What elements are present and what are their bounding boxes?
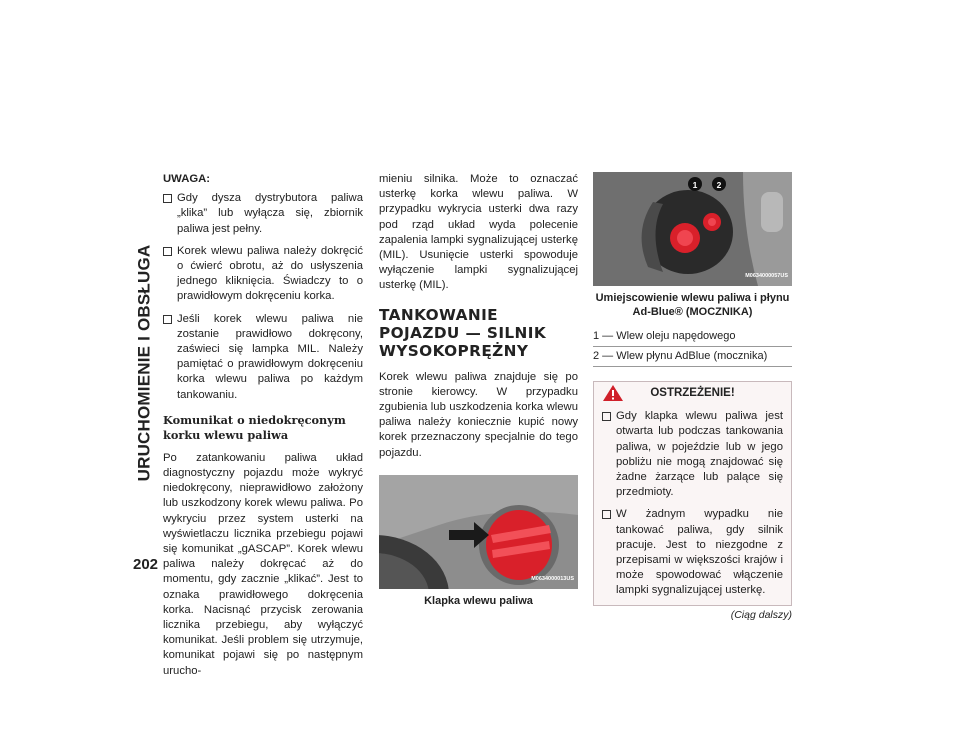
note-title: UWAGA:: [163, 173, 211, 185]
diesel-paragraph: Korek wlewu paliwa znajduje się po stronie kierowcy. W przypadku zgubienia lub uszkodzenia korka wlewu paliwa należy koniecznie kupić nowy korek przeznaczony specjalnie do tego pojazdu.: [379, 370, 578, 459]
section-heading-diesel: TANKOWANIE POJAZDU — SILNIK WYSOKOPRĘŻNY: [379, 305, 547, 360]
figure-legend: [593, 327, 792, 367]
warning-item: W żadnym wypadku nie tankować paliwa, gdy silnik pracuje. Jest to niezgodne z przepisami w większości krajów i może spowodować włączenie lampki sygnalizującej usterkę.: [602, 507, 783, 598]
legend-item: 1 — Wlew oleju napędowego: [593, 330, 736, 342]
warning-box: [593, 381, 792, 606]
figure-code: M0634000013US: [531, 575, 574, 582]
warning-header: [602, 386, 783, 401]
warning-triangle-icon: [602, 384, 624, 402]
continued-paragraph: mieniu silnika. Może to oznaczać usterkę korka wlewu paliwa. W przypadku wykrycia usterki dwa razy pod rząd układ wyda polecenie zapalenia lampki sygnalizującej usterkę (MIL). Usunięcie usterki spowoduje wyłączenie lampki sygnalizującej usterkę (MIL).: [379, 173, 578, 292]
column-1: [163, 172, 363, 679]
column-3: [593, 172, 792, 623]
note-item: Gdy dysza dystrybutora paliwa „klika” lub wyłącza się, zbiornik paliwa jest pełny.: [163, 191, 363, 237]
fuel-adblue-figure: [593, 172, 792, 286]
figure-caption: Klapka wlewu paliwa: [424, 594, 533, 607]
section-side-title: [133, 168, 155, 558]
marker-2: 2: [716, 180, 722, 190]
note-item: Jeśli korek wlewu paliwa nie zostanie prawidłowo dokręcony, zaświeci się lampka MIL. Należy pamiętać o prawidłowym dokręceniu korka wlewu paliwa po każdym tankowaniu.: [163, 312, 363, 403]
continued-note: (Ciąg dalszy): [730, 608, 792, 621]
column-2: [379, 172, 578, 608]
fuel-door-figure: [379, 475, 578, 589]
figure-code: M0634000057US: [745, 272, 788, 279]
warning-item: Gdy klapka wlewu paliwa jest otwarta lub podczas tankowania paliwa, w pojeździe lub w jego pobliżu nie mogą znajdować się żadne żarzące lub palące się przedmioty.: [602, 409, 783, 500]
legend-item: 2 — Wlew płynu AdBlue (mocznika): [593, 346, 792, 367]
figure-caption: Umiejscowienie wlewu paliwa i płynu Ad-Blue® (MOCZNIKA): [595, 292, 790, 318]
warning-list: [602, 409, 783, 598]
note-list: [163, 191, 363, 403]
side-title-text: URUCHOMIENIE I OBSŁUGA: [134, 244, 153, 482]
note-item: Korek wlewu paliwa należy dokręcić o ćwierć obrotu, aż do usłyszenia jednego kliknięcia. Świadczy to o prawidłowym dokręceniu korka.: [163, 244, 363, 305]
marker-1: 1: [692, 180, 698, 190]
gascap-paragraph: Po zatankowaniu paliwa układ diagnostyczny pojazdu może wykryć niedokręcony, nieprawidłowo założony lub uszkodzony korek wlewu paliwa. Po wykryciu przez system usterki na wyświetlaczu licznika przebiegu pojawi się komunikat „gASCAP”. Korek wlewu paliwa należy dokręcać aż do momentu, gdy zacznie „klikać”. Jest to oznaka prawidłowego dokręcenia korka. Nacisnąć przycisk zerowania licznika przebiegu, aby wyłączyć komunikat. Jeśli problem się utrzymuje, komunikat pojawi się po następnym urucho-: [163, 451, 363, 677]
subheading-gascap: Komunikat o niedokręconym korku wlewu paliwa: [163, 412, 346, 442]
warning-title: OSTRZEŻENIE!: [650, 387, 735, 399]
page-number: 202: [133, 556, 159, 573]
